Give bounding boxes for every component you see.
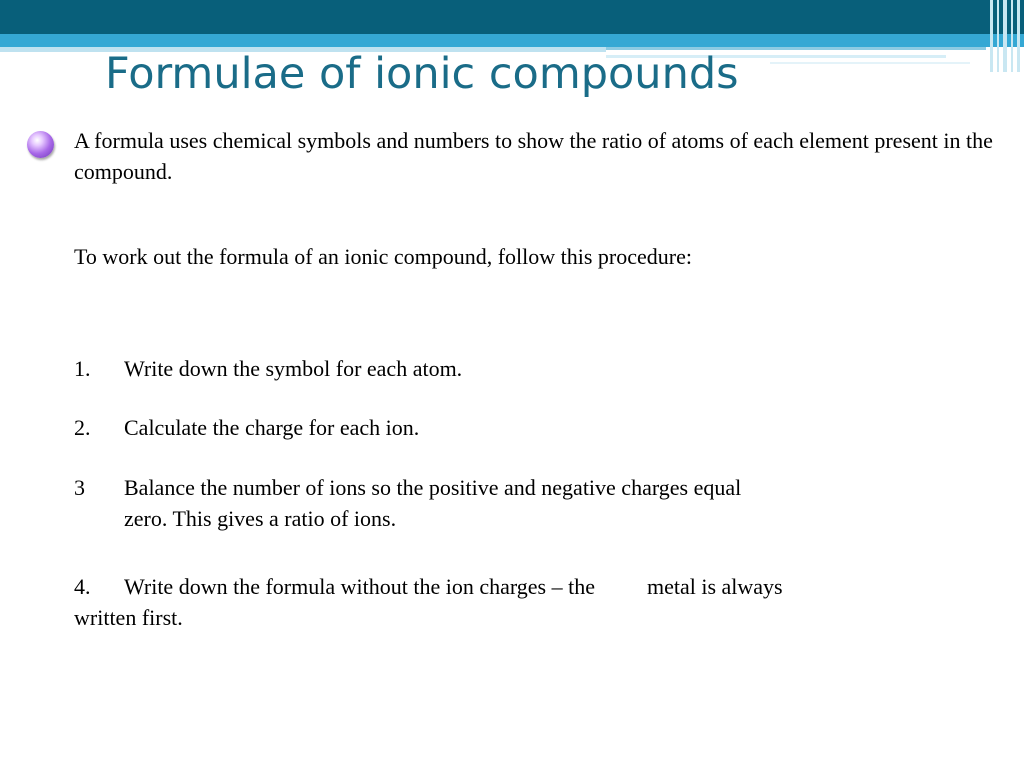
header-bar-dark: [0, 0, 1024, 34]
step-text: Write down the symbol for each atom.: [124, 356, 463, 381]
slide-title: Formulae of ionic compounds: [105, 49, 739, 99]
step-number: 2.: [74, 415, 91, 440]
bullet-orb-icon: [27, 131, 54, 158]
intro-paragraph: A formula uses chemical symbols and numbers to show the ratio of atoms of each element present in the compound.: [74, 128, 993, 184]
step-number: 3: [74, 475, 85, 500]
header-stripes: [986, 0, 1024, 72]
step-number: 1.: [74, 356, 91, 381]
step-text: metal is always: [646, 574, 783, 599]
procedure-intro: To work out the formula of an ionic compound, follow this procedure:: [74, 244, 692, 269]
step-text: Write down the formula without the ion charges – the: [124, 574, 595, 599]
step-text: Balance the number of ions so the positive and negative charges equal zero. This gives a ratio of ions.: [124, 475, 742, 531]
header-accent-line: [770, 62, 970, 64]
step-text: written first.: [74, 605, 183, 630]
step-4: [74, 571, 974, 633]
step-text: Calculate the charge for each ion.: [124, 415, 420, 440]
step-number: 4.: [74, 574, 91, 599]
